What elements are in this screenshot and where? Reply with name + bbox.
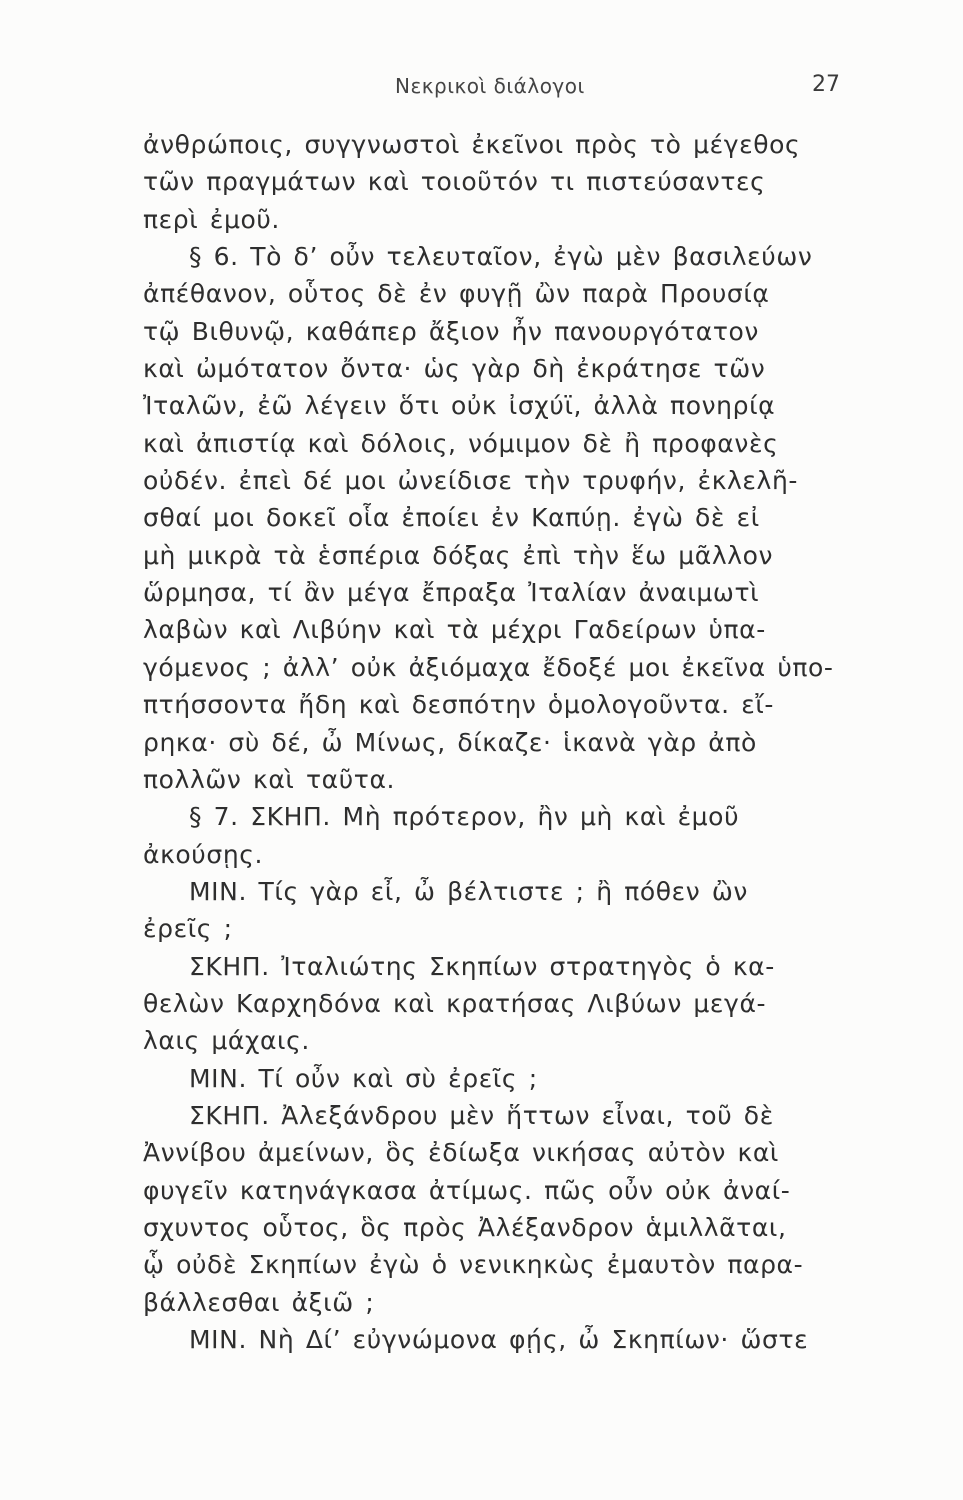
text-line: ἀπέθανον, οὗτος δὲ ἐν φυγῇ ὢν παρὰ Προυσίᾳ: [143, 279, 770, 309]
text-line: τῶν πραγμάτων καὶ τοιοῦτόν τι πιστεύσαντες: [143, 167, 766, 197]
dialogue-line: ΜΙΝ. Τί οὖν καὶ σὺ ἐρεῖς ;: [189, 1063, 538, 1093]
running-head: [0, 70, 963, 106]
text-line: ἀκούσῃς.: [143, 839, 264, 869]
dialogue-line: ΣΚΗΠ. Ἰταλιώτης Σκηπίων στρατηγὸς ὁ κα-: [189, 951, 775, 981]
text-line: σθαί μοι δοκεῖ οἷα ἐποίει ἐν Καπύῃ. ἐγὼ δὲ εἰ: [143, 503, 760, 533]
text-line: Ἰταλῶν, ἐῶ λέγειν ὅτι οὐκ ἰσχύϊ, ἀλλὰ πονηρίᾳ: [143, 391, 776, 421]
text-line: ᾧ οὐδὲ Σκηπίων ἐγὼ ὁ νενικηκὼς ἐμαυτὸν παρα-: [143, 1250, 804, 1280]
dialogue-line: ΜΙΝ. Τίς γὰρ εἶ, ὦ βέλτιστε ; ἢ πόθεν ὢν: [189, 876, 748, 906]
page-number: 27: [812, 72, 840, 97]
text-line: ἐρεῖς ;: [143, 914, 233, 944]
text-line: τῷ Βιθυνῷ, καθάπερ ἄξιον ἦν πανουργότατον: [143, 316, 759, 346]
text-line: καὶ ἀπιστίᾳ καὶ δόλοις, νόμιμον δὲ ἢ προφανὲς: [143, 428, 779, 458]
section-6-start: § 6. Τὸ δ’ οὖν τελευταῖον, ἐγὼ μὲν βασιλεύων: [189, 242, 813, 272]
text-line: καὶ ὠμότατον ὄντα· ὡς γὰρ δὴ ἐκράτησε τῶν: [143, 354, 766, 384]
text-line: περὶ ἐμοῦ.: [143, 204, 280, 234]
text-line: μὴ μικρὰ τὰ ἑσπέρια δόξας ἐπὶ τὴν ἕω μᾶλλον: [143, 540, 774, 570]
text-line: λαις μάχαις.: [143, 1026, 310, 1056]
text-line: γόμενος ; ἀλλ’ οὐκ ἀξιόμαχα ἔδοξέ μοι ἐκεῖνα ὑπο-: [143, 652, 834, 682]
text-line: σχυντος οὗτος, ὃς πρὸς Ἀλέξανδρον ἁμιλλᾶται,: [143, 1212, 787, 1242]
dialogue-line: ΣΚΗΠ. Ἀλεξάνδρου μὲν ἥττων εἶναι, τοῦ δὲ: [189, 1100, 774, 1130]
running-title: Νεκρικοὶ διάλογοι: [395, 74, 585, 98]
text-line: πολλῶν καὶ ταῦτα.: [143, 764, 396, 794]
text-line: λαβὼν καὶ Λιβύην καὶ τὰ μέχρι Γαδείρων ὑπα-: [143, 615, 766, 645]
text-line: Ἀννίβου ἀμείνων, ὃς ἐδίωξα νικήσας αὐτὸν καὶ: [143, 1138, 779, 1168]
text-line: ὥρμησα, τί ἂν μέγα ἔπραξα Ἰταλίαν ἀναιμωτὶ: [143, 578, 760, 608]
text-line: θελὼν Καρχηδόνα καὶ κρατήσας Λιβύων μεγά-: [143, 988, 767, 1018]
text-line: ἀνθρώποις, συγγνωστοὶ ἐκεῖνοι πρὸς τὸ μέγεθος: [143, 130, 801, 159]
text-line: φυγεῖν κατηνάγκασα ἀτίμως. πῶς οὖν οὐκ ἀναί-: [143, 1175, 791, 1205]
section-7-start: § 7. ΣΚΗΠ. Μὴ πρότερον, ἢν μὴ καὶ ἐμοῦ: [189, 802, 740, 832]
text-line: οὐδέν. ἐπεὶ δέ μοι ὠνείδισε τὴν τρυφήν, ἐκλελῆ-: [143, 466, 799, 496]
dialogue-line: ΜΙΝ. Νὴ Δί’ εὐγνώμονα φῄς, ὦ Σκηπίων· ὥστε: [189, 1325, 809, 1354]
text-line: βάλλεσθαι ἀξιῶ ;: [143, 1287, 375, 1317]
text-line: ρηκα· σὺ δέ, ὦ Μίνως, δίκαζε· ἱκανὰ γὰρ ἀπὸ: [143, 727, 757, 757]
text-body: [143, 126, 843, 1358]
text-line: πτήσσοντα ἤδη καὶ δεσπότην ὁμολογοῦντα. εἴ-: [143, 690, 775, 720]
